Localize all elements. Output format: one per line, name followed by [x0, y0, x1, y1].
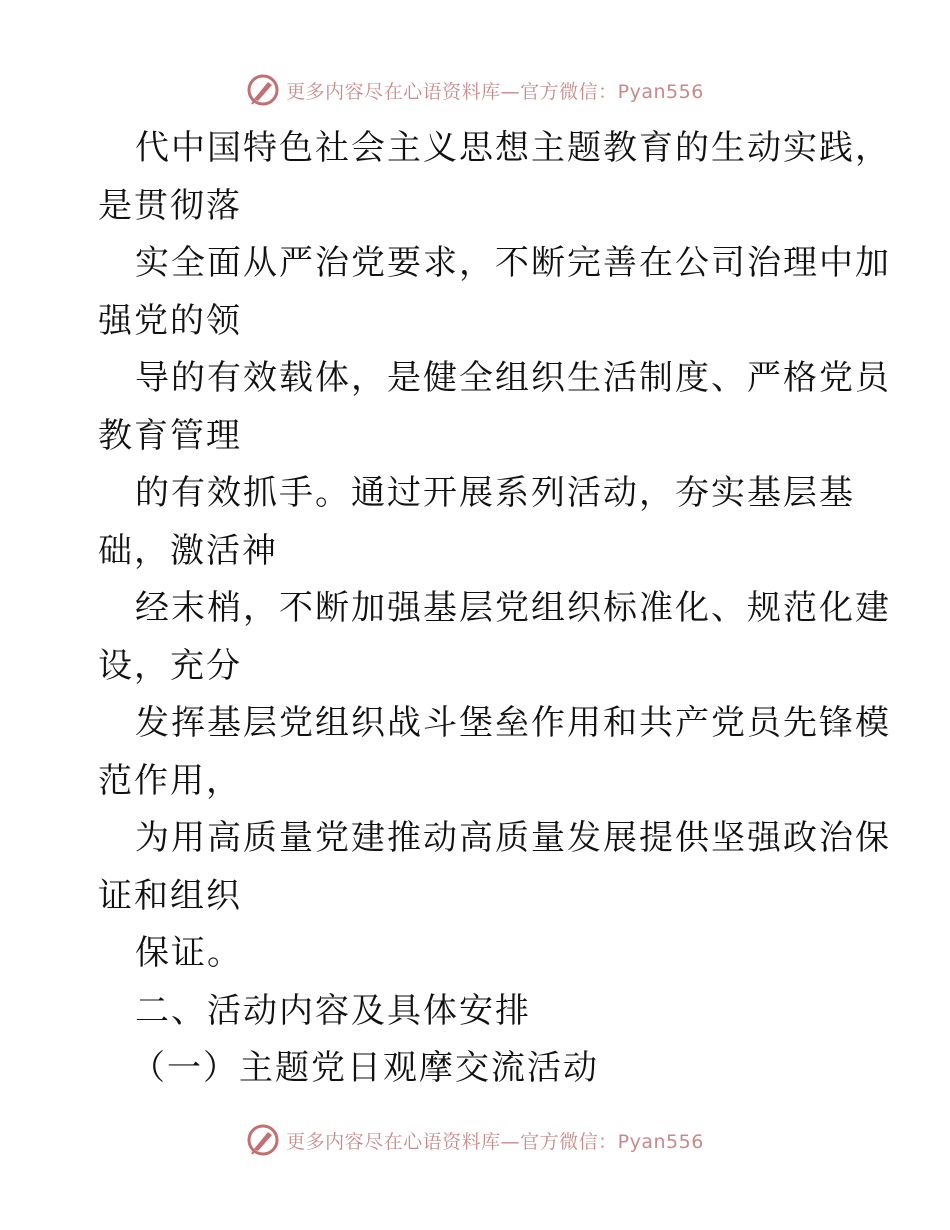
body-line: 为用高质量党建推动高质量发展提供坚强政治保 — [135, 818, 891, 858]
document-body — [98, 120, 898, 1098]
subsection-heading: （一）主题党日观摩交流活动 — [131, 1048, 599, 1088]
section-heading: 二、活动内容及具体安排 — [135, 990, 531, 1031]
body-line: 设，充分 — [98, 645, 242, 686]
body-line: 范作用， — [98, 760, 242, 801]
watermark-text: 更多内容尽在心语资料库—官方微信：Pyan556 — [286, 80, 704, 103]
body-line: 强党的领 — [98, 300, 242, 341]
body-line: 代中国特色社会主义思想主题教育的生动实践， — [135, 128, 891, 168]
body-line: 的有效抓手。通过开展系列活动，夯实基层基 — [135, 473, 855, 513]
body-line: 经末梢，不断加强基层党组织标准化、规范化建 — [135, 588, 891, 628]
body-line: 础，激活神 — [98, 530, 278, 571]
quill-logo-icon — [246, 1123, 280, 1157]
body-line: 保证。 — [135, 933, 243, 973]
body-line: 证和组织 — [98, 875, 242, 916]
body-line: 导的有效载体，是健全组织生活制度、严格党员 — [135, 358, 891, 398]
body-line: 实全面从严治党要求，不断完善在公司治理中加 — [135, 243, 891, 283]
quill-logo-icon — [246, 73, 280, 107]
body-line: 教育管理 — [98, 415, 242, 456]
header-watermark — [0, 70, 950, 110]
watermark-text: 更多内容尽在心语资料库—官方微信：Pyan556 — [286, 1130, 704, 1153]
footer-watermark — [0, 1120, 950, 1160]
body-line: 是贯彻落 — [98, 185, 242, 226]
body-line: 发挥基层党组织战斗堡垒作用和共产党员先锋模 — [135, 703, 891, 743]
